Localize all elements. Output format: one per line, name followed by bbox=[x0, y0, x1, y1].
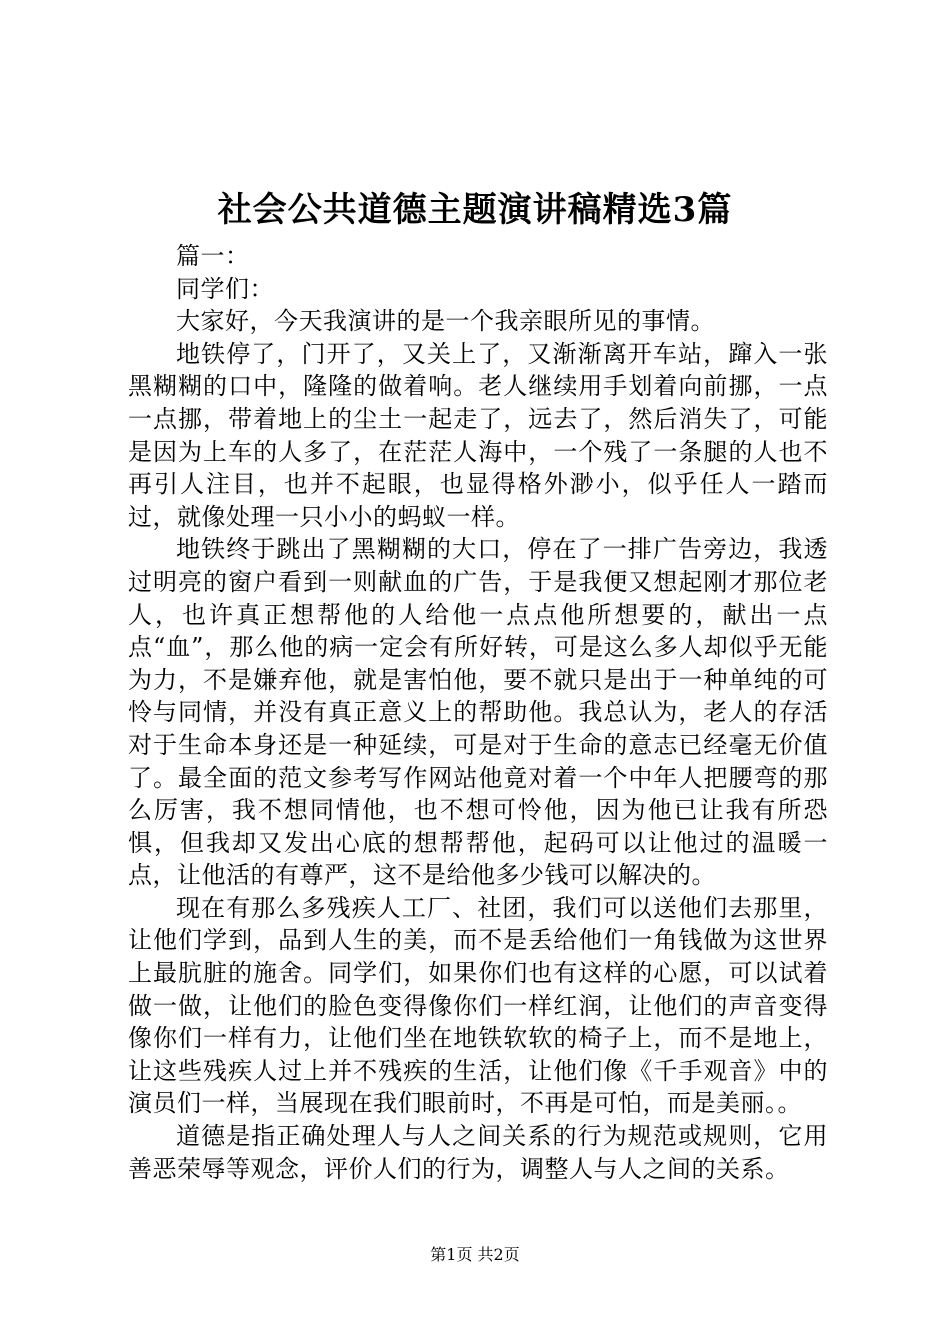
document-body bbox=[128, 240, 828, 1185]
body-paragraph: 道德是指正确处理人与人之间关系的行为规范或规则，它用善恶荣辱等观念，评价人们的行为，调整人与人之间的关系。 bbox=[128, 1122, 828, 1183]
body-paragraph: 地铁停了，门开了，又关上了，又渐渐离开车站，蹿入一张黑糊糊的口中，隆隆的做着响。老人继续用手划着向前挪，一点一点挪，带着地上的尘土一起走了，远去了，然后消失了，可能是因为上车的人多了，在茫茫人海中，一个残了一条腿的人也不再引人注目，也并不起眼，也显得格外渺小，似乎任人一踏而过，就像处理一只小小的蚂蚁一样。 bbox=[128, 339, 828, 531]
body-paragraph: 现在有那么多残疾人工厂、社团，我们可以送他们去那里，让他们学到，品到人生的美，而不是丢给他们一角钱做为这世界上最肮脏的施舍。同学们，如果你们也有这样的心愿，可以试着做一做，让他们的脸色变得像你们一样红润，让他们的声音变得像你们一样有力，让他们坐在地铁软软的椅子上，而不是地上，让这些残疾人过上并不残疾的生活，让他们像《千手观音》中的演员们一样，当展现在我们眼前时，不再是可怕，而是美丽。。 bbox=[128, 893, 828, 1118]
page-number-footer: 第1页 共2页 bbox=[430, 1245, 520, 1264]
document-title: 社会公共道德主题演讲稿精选3篇 bbox=[217, 190, 733, 230]
section-heading: 篇一： bbox=[176, 242, 250, 270]
salutation: 同学们： bbox=[176, 274, 274, 303]
body-paragraph: 大家好，今天我演讲的是一个我亲眼所见的事情。 bbox=[176, 307, 715, 336]
body-paragraph: 地铁终于跳出了黑糊糊的大口，停在了一排广告旁边，我透过明亮的窗户看到一则献血的广告，于是我便又想起刚才那位老人，也许真正想帮他的人给他一点点他所想要的，献出一点点“血”，那么他的病一定会有所好转，可是这么多人却似乎无能为力，不是嫌弃他，就是害怕他，要不就只是出于一种单纯的可怜与同情，并没有真正意义上的帮助他。我总认为，老人的存活对于生命本身还是一种延续，可是对于生命的意志已经毫无价值了。最全面的范文参考写作网站他竟对着一个中年人把腰弯的那么厉害，我不想同情他，也不想可怜他，因为他已让我有所恐惧，但我却又发出心底的想帮帮他，起码可以让他过的温暖一点，让他活的有尊严，这不是给他多少钱可以解决的。 bbox=[128, 535, 828, 890]
